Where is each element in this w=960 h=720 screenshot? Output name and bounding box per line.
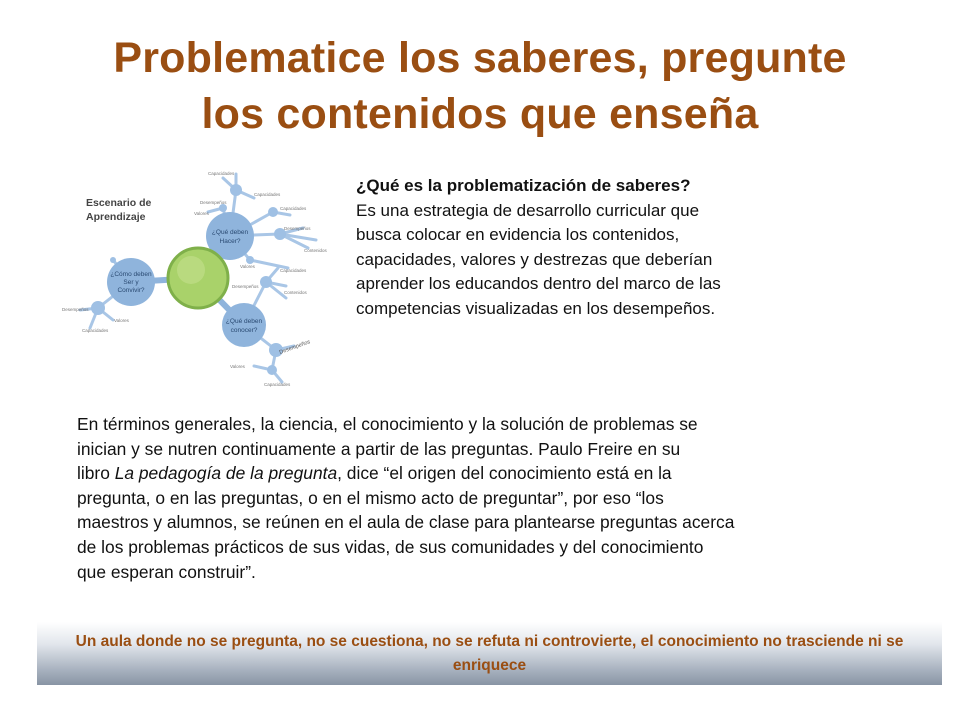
paragraph-line-6: de los problemas prácticos de sus vidas, de sus comunidades y del conocimiento: [77, 536, 704, 557]
leaf-label-capacidades-right: Capacidades: [254, 192, 281, 197]
leaf-label-capacidades-top: Capacidades: [208, 171, 235, 176]
definition-line-3: capacidades, valores y destrezas que deberían: [356, 249, 713, 269]
leaf-label-desempenos-top: Desempeños: [200, 200, 227, 205]
closing-banner-text: Un aula donde no se pregunta, no se cuestiona, no se refuta ni controvierte, el conocimiento no trasciende ni se enriquece: [75, 633, 904, 674]
diagram-heading-line-2: Aprendizaje: [86, 211, 146, 223]
paragraph-line-3: [77, 461, 897, 486]
leaf-label-desempenos-conocer: Desempeños: [278, 339, 312, 356]
node-conocer-line-1: ¿Qué deben: [225, 318, 263, 325]
definition-question: ¿Qué es la problematización de saberes?: [356, 176, 691, 195]
mind-map-graphic: [58, 160, 338, 400]
paragraph-line-5: maestros y alumnos, se reúnen en el aula de clase para plantearse preguntas acerca: [77, 512, 735, 533]
closing-banner: [37, 622, 942, 685]
node-ser-line-1: ¿Cómo deben: [110, 271, 152, 278]
node-ser-line-2: Ser y: [123, 279, 139, 286]
definition-line-4: aprender los educandos dentro del marco de las: [356, 274, 721, 293]
leaf-label-capacidades-bottom: Capacidades: [264, 382, 291, 387]
learning-scenario-diagram: [58, 160, 338, 400]
paragraph-line-7: que esperan construir”.: [77, 561, 256, 582]
paragraph-line-3-post: , dice “el origen del conocimiento está en la: [337, 463, 672, 484]
paragraph-line-2: inician y se nutren continuamente a partir de las preguntas. Paulo Freire en su: [77, 438, 681, 459]
leaf-label-valores-ser: Valores: [114, 318, 129, 323]
paragraph-line-3-pre: libro: [77, 463, 115, 484]
diagram-heading-line-1: Escenario de: [86, 197, 152, 209]
leaf-label-contenidos-hacer: Contenidos: [304, 248, 327, 253]
definition-line-1: Es una estrategia de desarrollo curricular que: [356, 200, 700, 220]
freire-paragraph: [77, 412, 897, 584]
leaf-label-valores-top: Valores: [194, 211, 209, 216]
leaf-label-capacidades-far: Capacidades: [280, 206, 307, 211]
definition-line-5: competencias visualizadas en los desempeños.: [356, 298, 716, 318]
slide-title: [0, 30, 960, 142]
leaf-label-capacidades-ser: Capacidades: [82, 328, 109, 333]
book-title: La pedagogía de la pregunta: [114, 463, 338, 484]
leaf-label-desempenos-ser: Desempeños: [62, 307, 89, 312]
leaf-label-capacidades-mid: Capacidades: [280, 268, 307, 273]
leaf-label-valores-mid: Valores: [240, 264, 255, 269]
leaf-label-contenidos-mid: Contenidos: [284, 290, 307, 295]
slide-title-line-2: los contenidos que enseña: [201, 90, 759, 138]
node-hacer-line-1: ¿Qué deben: [211, 229, 249, 236]
node-conocer-line-2: conocer?: [230, 327, 258, 334]
definition-line-2: busca colocar en evidencia los contenidos,: [356, 225, 680, 244]
node-ser-line-3: Convivir?: [117, 287, 145, 294]
slide-title-line-1: Problematice los saberes, pregunte: [113, 34, 847, 82]
paragraph-line-1: En términos generales, la ciencia, el conocimiento y la solución de problemas se: [77, 414, 698, 434]
leaf-label-desempenos-hacer: Desempeños: [284, 226, 311, 231]
leaf-label-valores-bottom: Valores: [230, 364, 245, 369]
node-hacer-line-2: Hacer?: [219, 238, 241, 245]
leaf-label-desempenos-mid: Desempeños: [232, 284, 259, 289]
paragraph-line-4: pregunta, o en las preguntas, o en el mismo acto de preguntar”, por eso “los: [77, 487, 664, 508]
node-conocer: [222, 303, 266, 347]
definition-block: [356, 174, 846, 321]
